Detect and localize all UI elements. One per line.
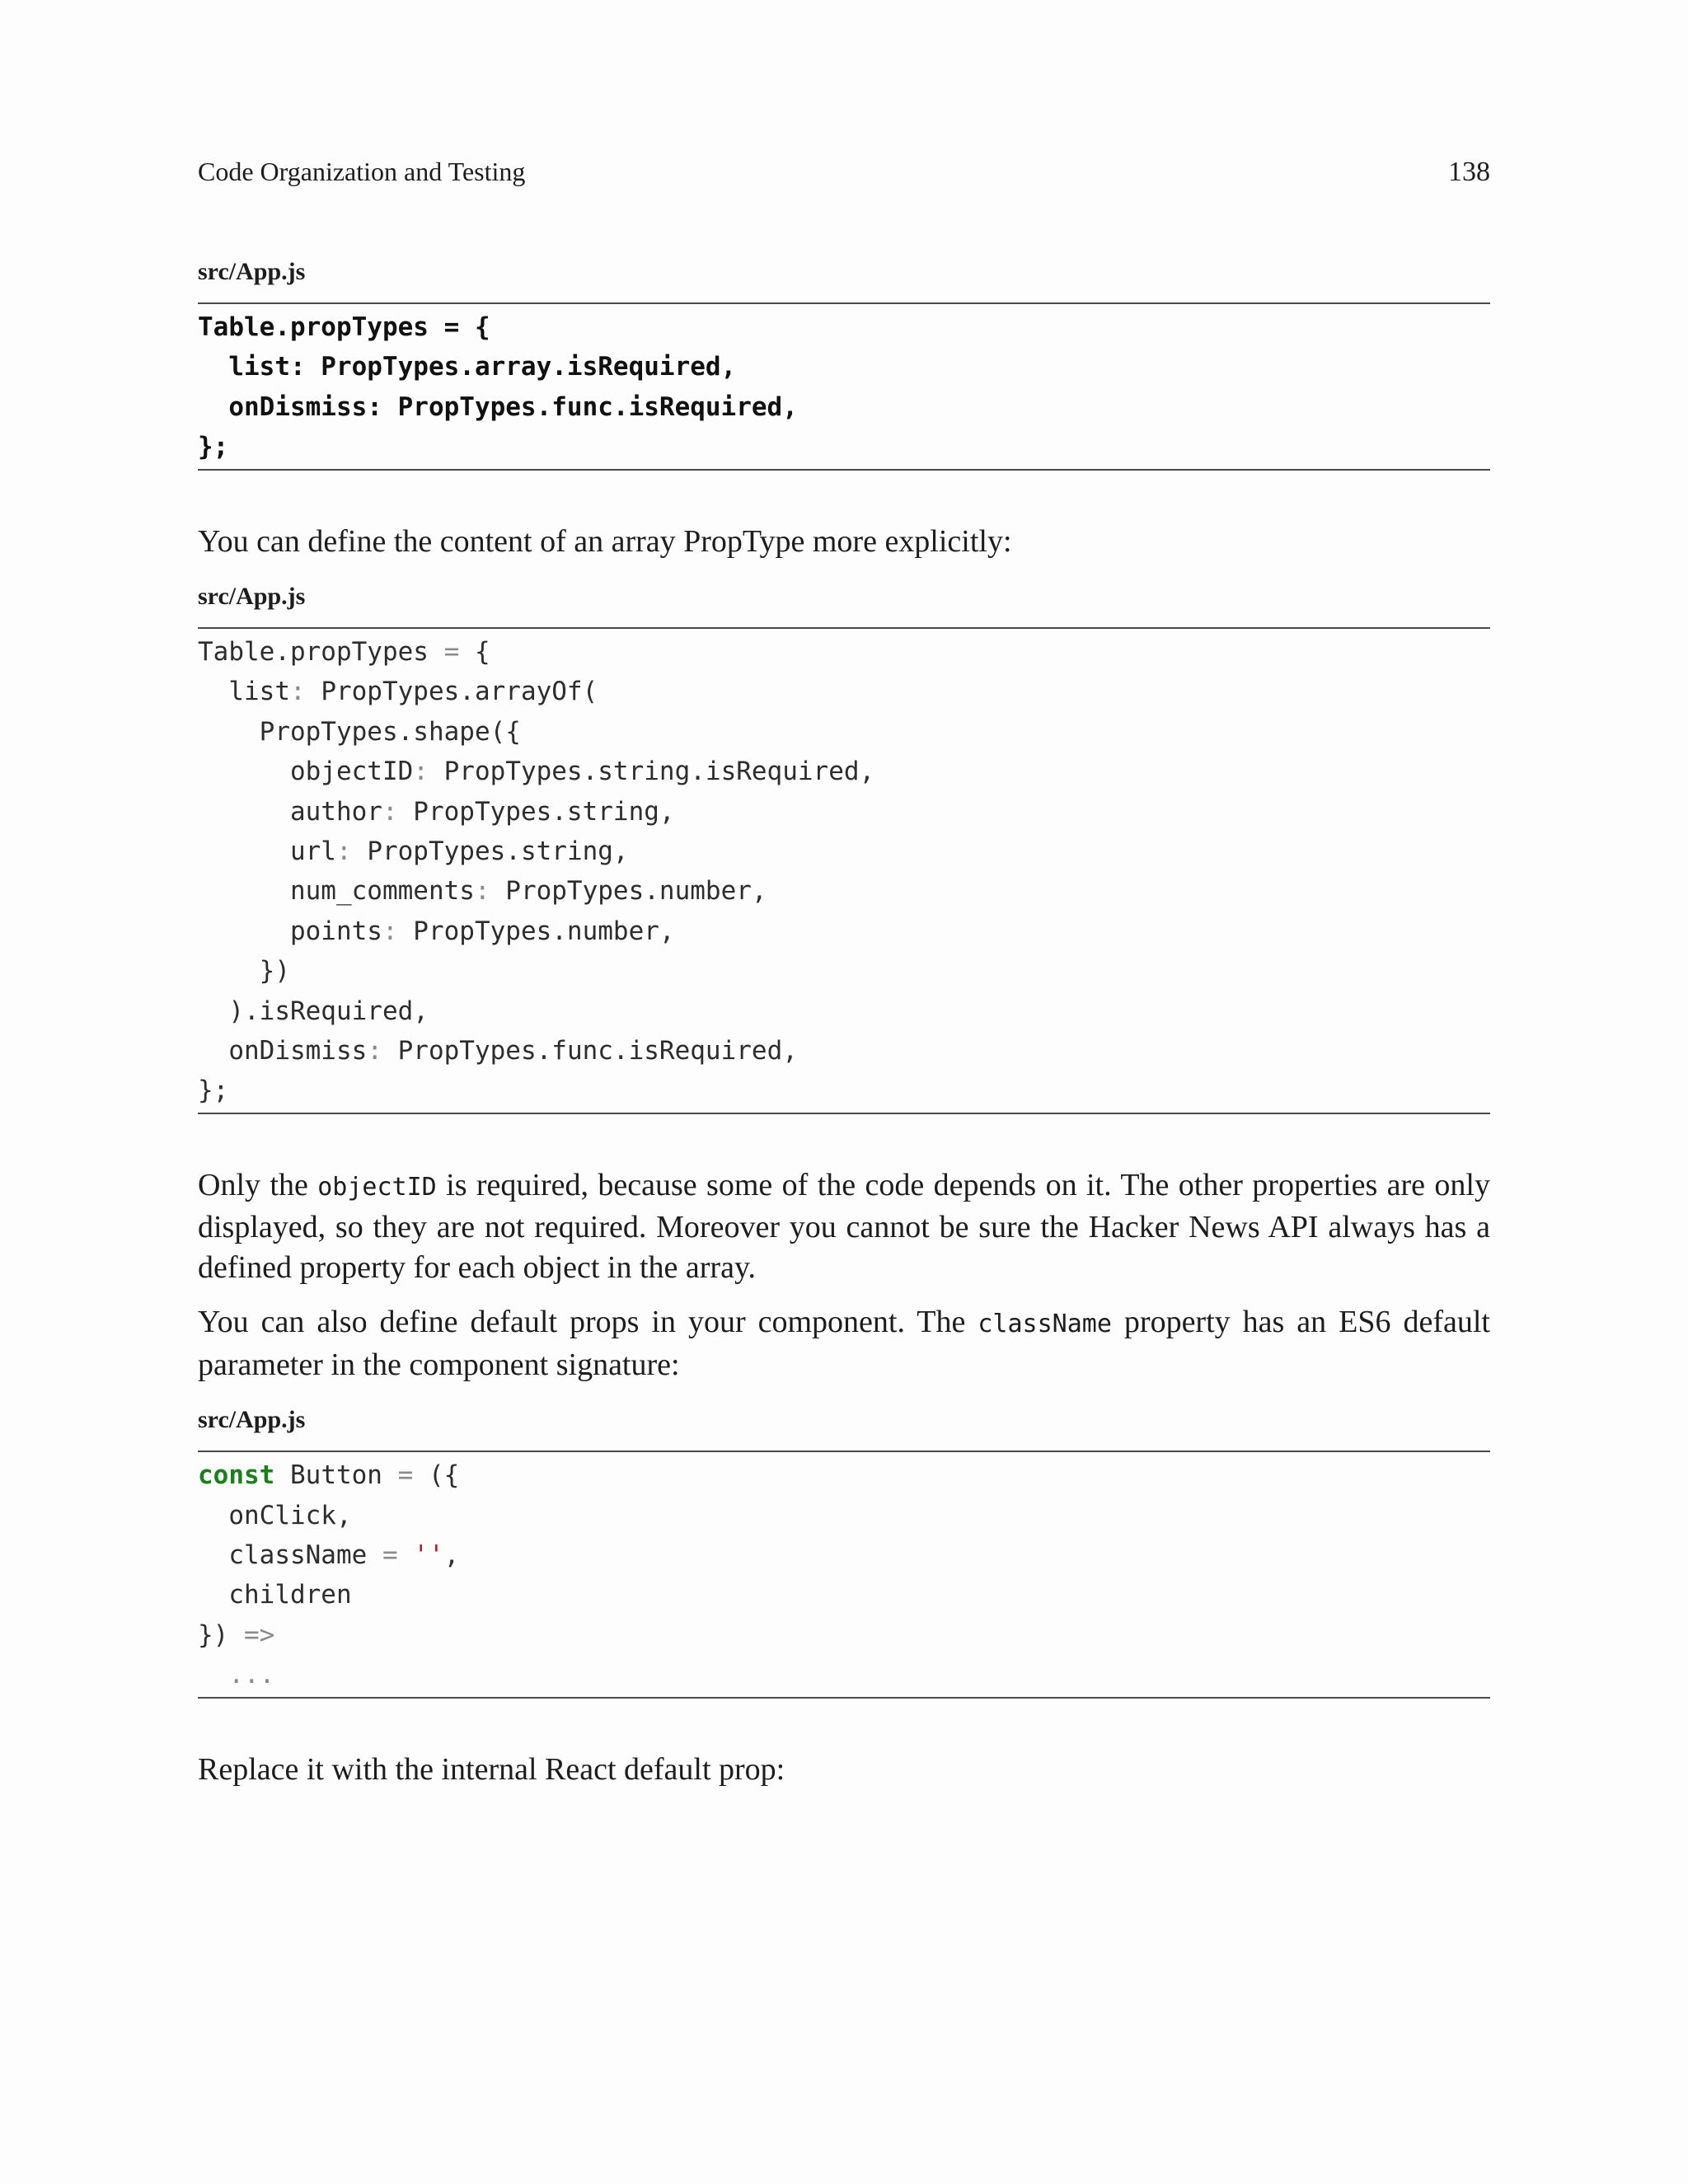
code-line: ... bbox=[228, 1660, 275, 1690]
paragraph: Only the objectID is required, because some of the code depends on it. The other properties are only displayed, so they are not required. Moreover you cannot be sure the Hacker News API always has a defined property for each object in the array. bbox=[198, 1167, 1490, 1285]
code-block-button-signature bbox=[198, 1451, 1490, 1698]
code-file-label: src/App.js bbox=[198, 258, 306, 285]
code-line: num_comments: PropTypes.number, bbox=[198, 876, 767, 907]
code-line: }) bbox=[198, 956, 290, 987]
code-line: Table.propTypes = { bbox=[198, 312, 490, 342]
code-line: onDismiss: PropTypes.func.isRequired, bbox=[198, 1035, 798, 1066]
code-line: className = '', bbox=[198, 1540, 460, 1571]
paragraph: You can define the content of an array PropType more explicitly: bbox=[198, 523, 1012, 559]
code-line: }; bbox=[198, 1076, 229, 1106]
code-line: onClick, bbox=[198, 1500, 352, 1530]
paragraph: Replace it with the internal React default prop: bbox=[198, 1751, 785, 1787]
code-line: objectID: PropTypes.string.isRequired, bbox=[198, 757, 875, 787]
code-file-label: src/App.js bbox=[198, 583, 306, 611]
code-line: author: PropTypes.string, bbox=[198, 796, 675, 827]
inline-code: objectID bbox=[317, 1172, 437, 1202]
code-line: }) => bbox=[198, 1619, 275, 1650]
code-line: url: PropTypes.string, bbox=[198, 837, 629, 867]
code-line: }; bbox=[198, 432, 229, 462]
code-line: list: PropTypes.array.isRequired, bbox=[198, 352, 737, 382]
code-line: PropTypes.shape({ bbox=[198, 716, 521, 747]
code-line: Table.propTypes = { bbox=[198, 637, 490, 668]
code-line: list: PropTypes.arrayOf( bbox=[198, 677, 598, 707]
page-number: 138 bbox=[1448, 157, 1490, 187]
code-block-proptypes-arrayof bbox=[198, 627, 1490, 1114]
chapter-title: Code Organization and Testing bbox=[198, 157, 526, 186]
code-line: const Button = ({ bbox=[198, 1460, 460, 1491]
code-line: ).isRequired, bbox=[198, 996, 429, 1026]
code-line: children bbox=[198, 1580, 352, 1610]
code-line: onDismiss: PropTypes.func.isRequired, bbox=[198, 391, 798, 422]
code-file-label: src/App.js bbox=[198, 1406, 306, 1434]
paragraph: You can also define default props in your component. The className property has an ES6 default parameter in the component signature: bbox=[198, 1305, 1490, 1382]
running-header bbox=[198, 157, 1490, 188]
code-block-proptypes-basic bbox=[198, 302, 1490, 471]
inline-code: className bbox=[978, 1310, 1112, 1339]
page-content bbox=[198, 251, 1490, 1789]
code-line: points: PropTypes.number, bbox=[198, 916, 675, 946]
